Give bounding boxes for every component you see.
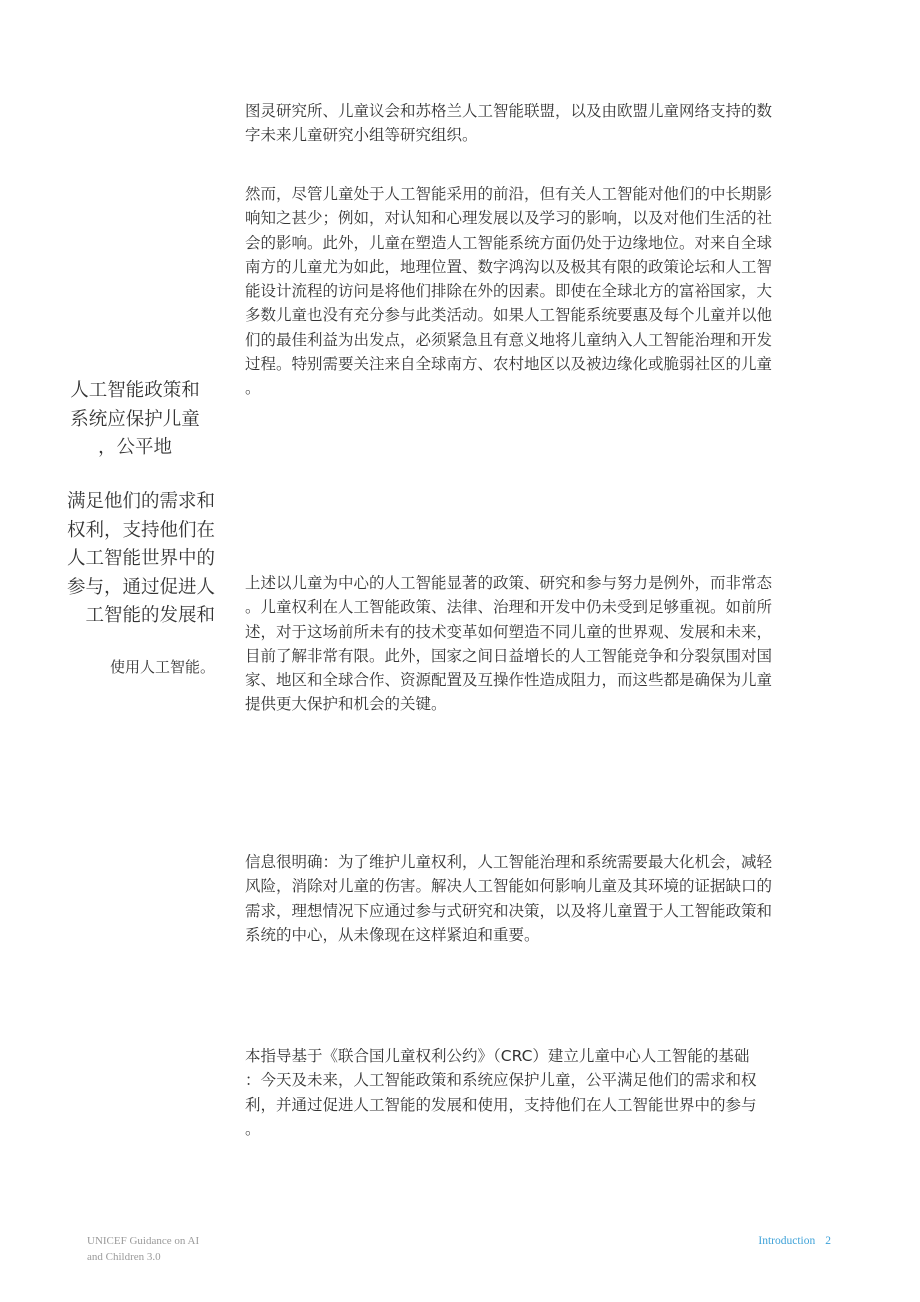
footer-document-title: UNICEF Guidance on AI and Children 3.0 <box>87 1235 200 1263</box>
body-paragraph-3: 上述以儿童为中心的人工智能显著的政策、研究和参与努力是例外，而非常态 。儿童权利在人工智能政策、法律、治理和开发中仍未受到足够重视。如前所 述，对于这场前所未有的技术变革如何塑造不同儿童的世界观、发展和未来， 目前了解非常有限。此外，国家之间日益增长的人工智能竞争和分裂氛围对国 家、地区和全球合作、资源配置及互操作性造成阻力，而这些都是确保为儿童 提供更大保护和机会的关键。 <box>245 574 773 714</box>
footer-section-nav <box>758 1233 831 1249</box>
footer-page-number: 2 <box>825 1235 831 1247</box>
pull-quote-part-1: 人工智能政策和 系统应保护儿童 ，公平地 <box>70 380 200 458</box>
body-paragraph-5: 本指导基于《联合国儿童权利公约》（CRC）建立儿童中心人工智能的基础 ：今天及未来，人工智能政策和系统应保护儿童，公平满足他们的需求和权 利，并通过促进人工智能的发展和使用，支持他们在人工智能世界中的参与 。 <box>245 1047 757 1138</box>
body-paragraph-2: 然而，尽管儿童处于人工智能采用的前沿，但有关人工智能对他们的中长期影 响知之甚少；例如，对认知和心理发展以及学习的影响，以及对他们生活的社 会的影响。此外，儿童在塑造人工智能系统方面仍处于边缘地位。对来自全球 南方的儿童尤为如此，地理位置、数字鸿沟以及极其有限的政策论坛和人工智 能设计流程的访问是将他们排除在外的因素。即使在全球北方的富裕国家，大 多数儿童也没有充分参与此类活动。如果人工智能系统要惠及每个儿童并以他 们的最佳利益为出发点，必须紧急且有意义地将儿童纳入人工智能治理和开发 过程。特别需要关注来自全球南方、农村地区以及被边缘化或脆弱社区的儿童 。 <box>245 185 773 398</box>
footer-section-link[interactable]: Introduction <box>758 1235 816 1247</box>
pull-quote-part-2: 满足他们的需求和 权利，支持他们在 人工智能世界中的 参与，通过促进人 工智能的发展和 <box>66 491 215 626</box>
pull-quote-part-3: 使用人工智能。 <box>109 658 215 676</box>
body-paragraph-4: 信息很明确：为了维护儿童权利，人工智能治理和系统需要最大化机会，减轻 风险，消除对儿童的伤害。解决人工智能如何影响儿童及其环境的证据缺口的 需求，理想情况下应通过参与式研究和决策，以及将儿童置于人工智能政策和 系统的中心，从未像现在这样紧迫和重要。 <box>245 853 773 944</box>
body-paragraph-1: 图灵研究所、儿童议会和苏格兰人工智能联盟，以及由欧盟儿童网络支持的数 字未来儿童研究小组等研究组织。 <box>245 102 773 145</box>
